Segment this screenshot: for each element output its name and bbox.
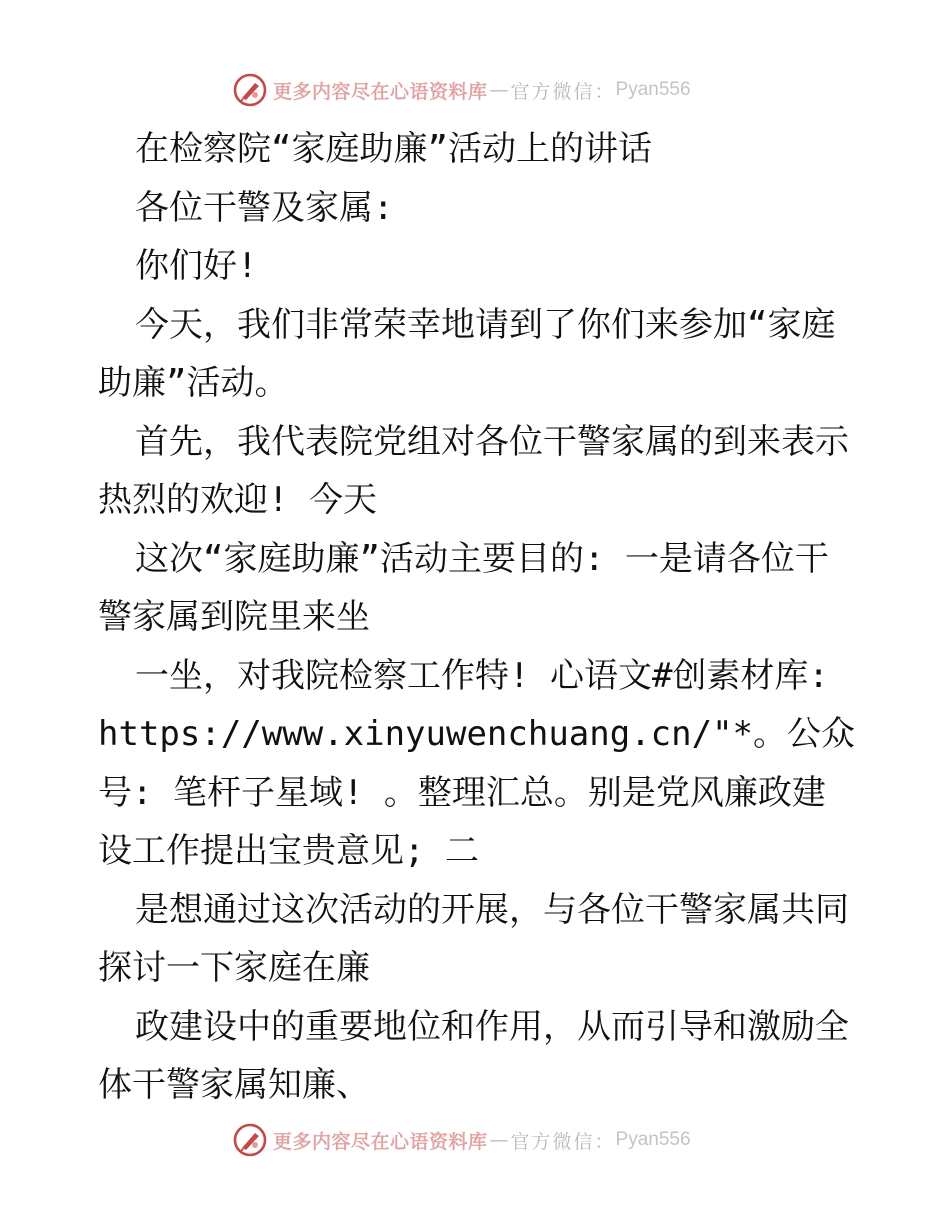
watermark-brand: 更多内容尽在心语资料库 [273, 80, 488, 103]
watermark-official: 官方微信： [510, 1130, 616, 1153]
paragraph-1: 今天，我们非常荣幸地请到了你们来参加“家庭助廉”活动。 [98, 304, 836, 403]
watermark-dash: — [489, 1129, 509, 1151]
watermark-official: 官方微信： [510, 80, 616, 103]
pen-logo-icon [233, 73, 267, 107]
watermark-id: Pyan556 [615, 79, 691, 100]
pen-logo-icon [233, 1123, 267, 1157]
watermark-dash: — [489, 79, 509, 101]
paragraph-5: 是想通过这次活动的开展，与各位干警家属共同探讨一下家庭在廉 [98, 889, 849, 988]
paragraph-3: 这次“家庭助廉”活动主要目的: 一是请各位干警家属到院里来坐 [98, 538, 829, 637]
document-body [98, 120, 858, 1115]
watermark-id: Pyan556 [615, 1129, 691, 1150]
paragraph-6: 政建设中的重要地位和作用，从而引导和激励全体干警家属知廉、 [98, 1006, 849, 1105]
header-watermark [233, 72, 691, 108]
greeting: 你们好! [135, 246, 258, 286]
footer-watermark [233, 1122, 691, 1158]
paragraph-2: 首先，我代表院党组对各位干警家属的到来表示热烈的欢迎! 今天 [98, 421, 849, 520]
watermark-brand: 更多内容尽在心语资料库 [273, 1130, 488, 1153]
paragraph-4: 一坐，对我院检察工作特! 心语文#创素材库: https://www.xinyuwenchuang.cn/"*。公众号: 笔杆子星域! 。整理汇总。别是党风廉政建设工作提出宝贵意见; 二 [98, 655, 856, 871]
document-title: 在检察院“家庭助廉”活动上的讲话 [135, 129, 652, 169]
salutation: 各位干警及家属: [135, 187, 394, 228]
